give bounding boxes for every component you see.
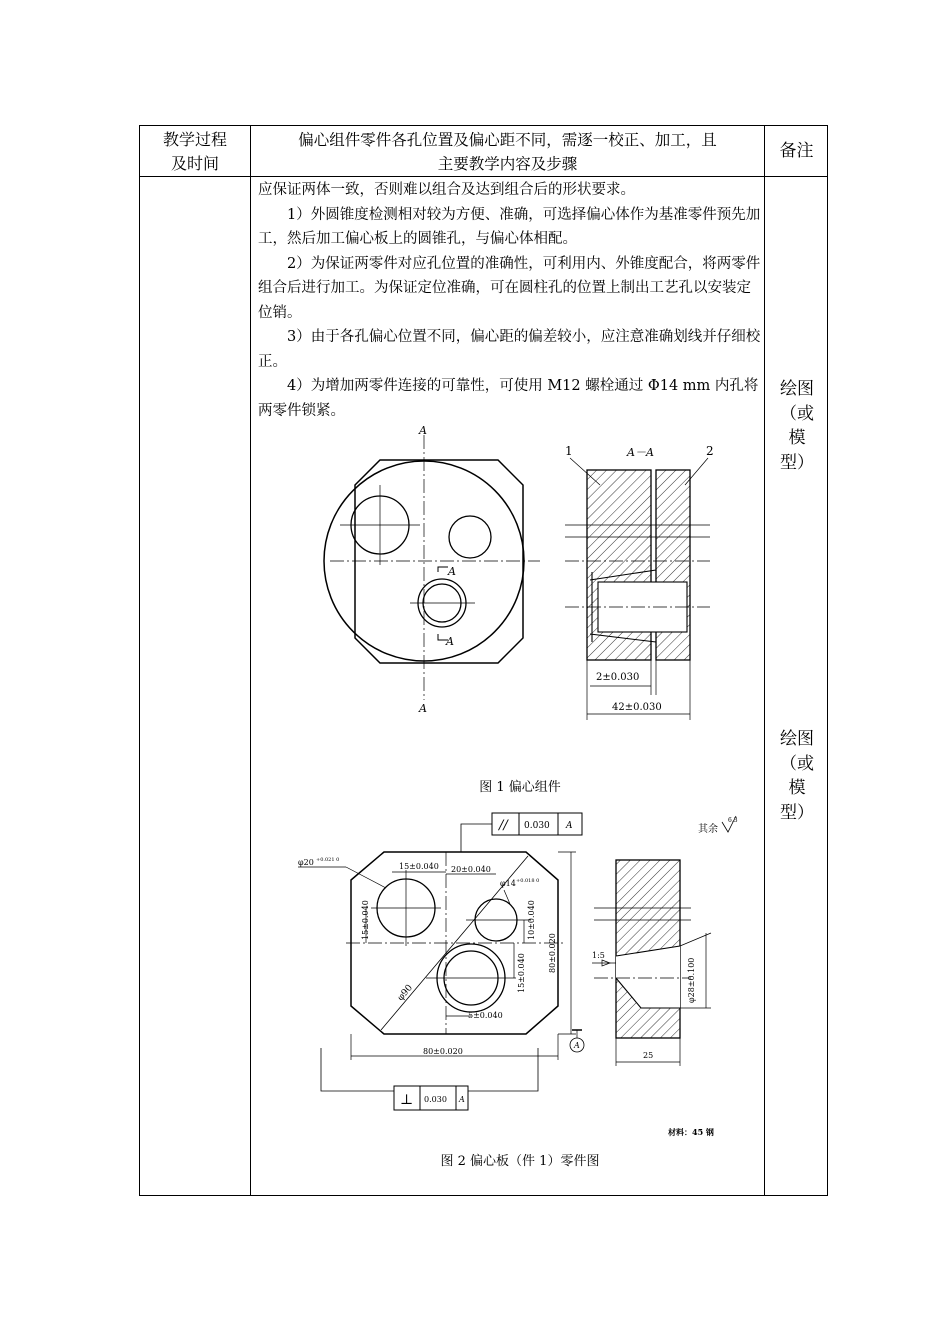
dim-15v2: 15±0.040 (517, 953, 526, 993)
section-mark: A (448, 565, 456, 578)
svg-text:⊥: ⊥ (400, 1092, 414, 1108)
header-main-content: 偏心组件零件各孔位置及偏心距不同，需逐一校正、加工，且 主要教学内容及步骤 (298, 131, 717, 173)
dimension-gap: 2±0.030 (596, 672, 640, 683)
dim-25: 25 (643, 1051, 654, 1060)
dim-hole20: φ20 (298, 858, 314, 867)
dimension-width: 42±0.030 (612, 702, 662, 713)
paragraph: 3）由于各孔偏心位置不同，偏心距的偏差较小，应注意准确划线并仔细校正。 (258, 329, 761, 370)
figure-1-caption: 图 1 偏心组件 (479, 780, 561, 795)
figure-2-caption: 图 2 偏心板（件 1）零件图 (440, 1154, 600, 1169)
svg-text:+0.018 0: +0.018 0 (516, 878, 540, 884)
dim-taper: 1:5 (592, 951, 605, 960)
header-notes: 备注 (779, 141, 814, 161)
paragraph: 1）外圆锥度检测相对较为方便、准确，可选择偏心体作为基准零件预先加工，然后加工偏心板上的圆锥孔，与偏心体相配。 (258, 206, 761, 247)
header-process-time: 教学过程 及时间 (162, 130, 227, 173)
tol-parallel-datum: A (566, 821, 573, 831)
material-label: 材料：45 钢 (668, 1127, 714, 1137)
figure-1-eccentric-assembly (300, 420, 740, 730)
svg-text://: // (499, 818, 508, 833)
datum-label: A (574, 1041, 580, 1050)
tol-perp-value: 0.030 (424, 1095, 447, 1104)
section-mark: A (446, 635, 454, 648)
dim-10v: 10±0.040 (527, 900, 536, 940)
dim-15a: 15±0.040 (399, 862, 439, 871)
section-mark: A (419, 702, 427, 715)
paragraph: 应保证两体一致，否则难以组合及达到组合后的形状要求。 (258, 182, 635, 198)
dim-5: 5±0.040 (468, 1011, 503, 1020)
paragraph: 2）为保证两零件对应孔位置的准确性，可利用内、外锥度配合，将两零件组合后进行加工。为保证定位准确，可在圆柱孔的位置上制出工艺孔以安装定位销。 (258, 255, 761, 321)
tol-parallel-value: 0.030 (524, 821, 550, 831)
roughness-label: 其余 (698, 824, 718, 835)
part-number: 2 (706, 444, 714, 458)
content-text (258, 178, 762, 423)
dim-80v: 80±0.020 (548, 933, 557, 973)
dim-20: 20±0.040 (451, 865, 491, 874)
dim-phi90: φ90 (395, 983, 415, 1004)
dim-hole14: φ14 (500, 879, 516, 888)
part-number: 1 (565, 444, 573, 458)
svg-text:+0.021 0: +0.021 0 (316, 857, 340, 863)
svg-text:6.3: 6.3 (728, 817, 738, 824)
dim-phi28: φ28±0.100 (687, 957, 696, 1003)
figure-2-eccentric-plate-drawing (296, 808, 756, 1143)
dim-15v: 15±0.040 (361, 900, 370, 940)
dim-80h: 80±0.020 (423, 1047, 463, 1056)
note-drawing-1: 绘图 （或 模 型） (780, 379, 814, 473)
note-drawing-2: 绘图 （或 模 型） (780, 729, 814, 823)
paragraph: 4）为增加两零件连接的可靠性，可使用 M12 螺栓通过 Φ14 mm 内孔将两零件锁紧。 (258, 378, 759, 419)
tol-perp-datum: A (459, 1095, 465, 1104)
section-mark: A (419, 424, 427, 437)
section-label: A－A (627, 446, 654, 459)
